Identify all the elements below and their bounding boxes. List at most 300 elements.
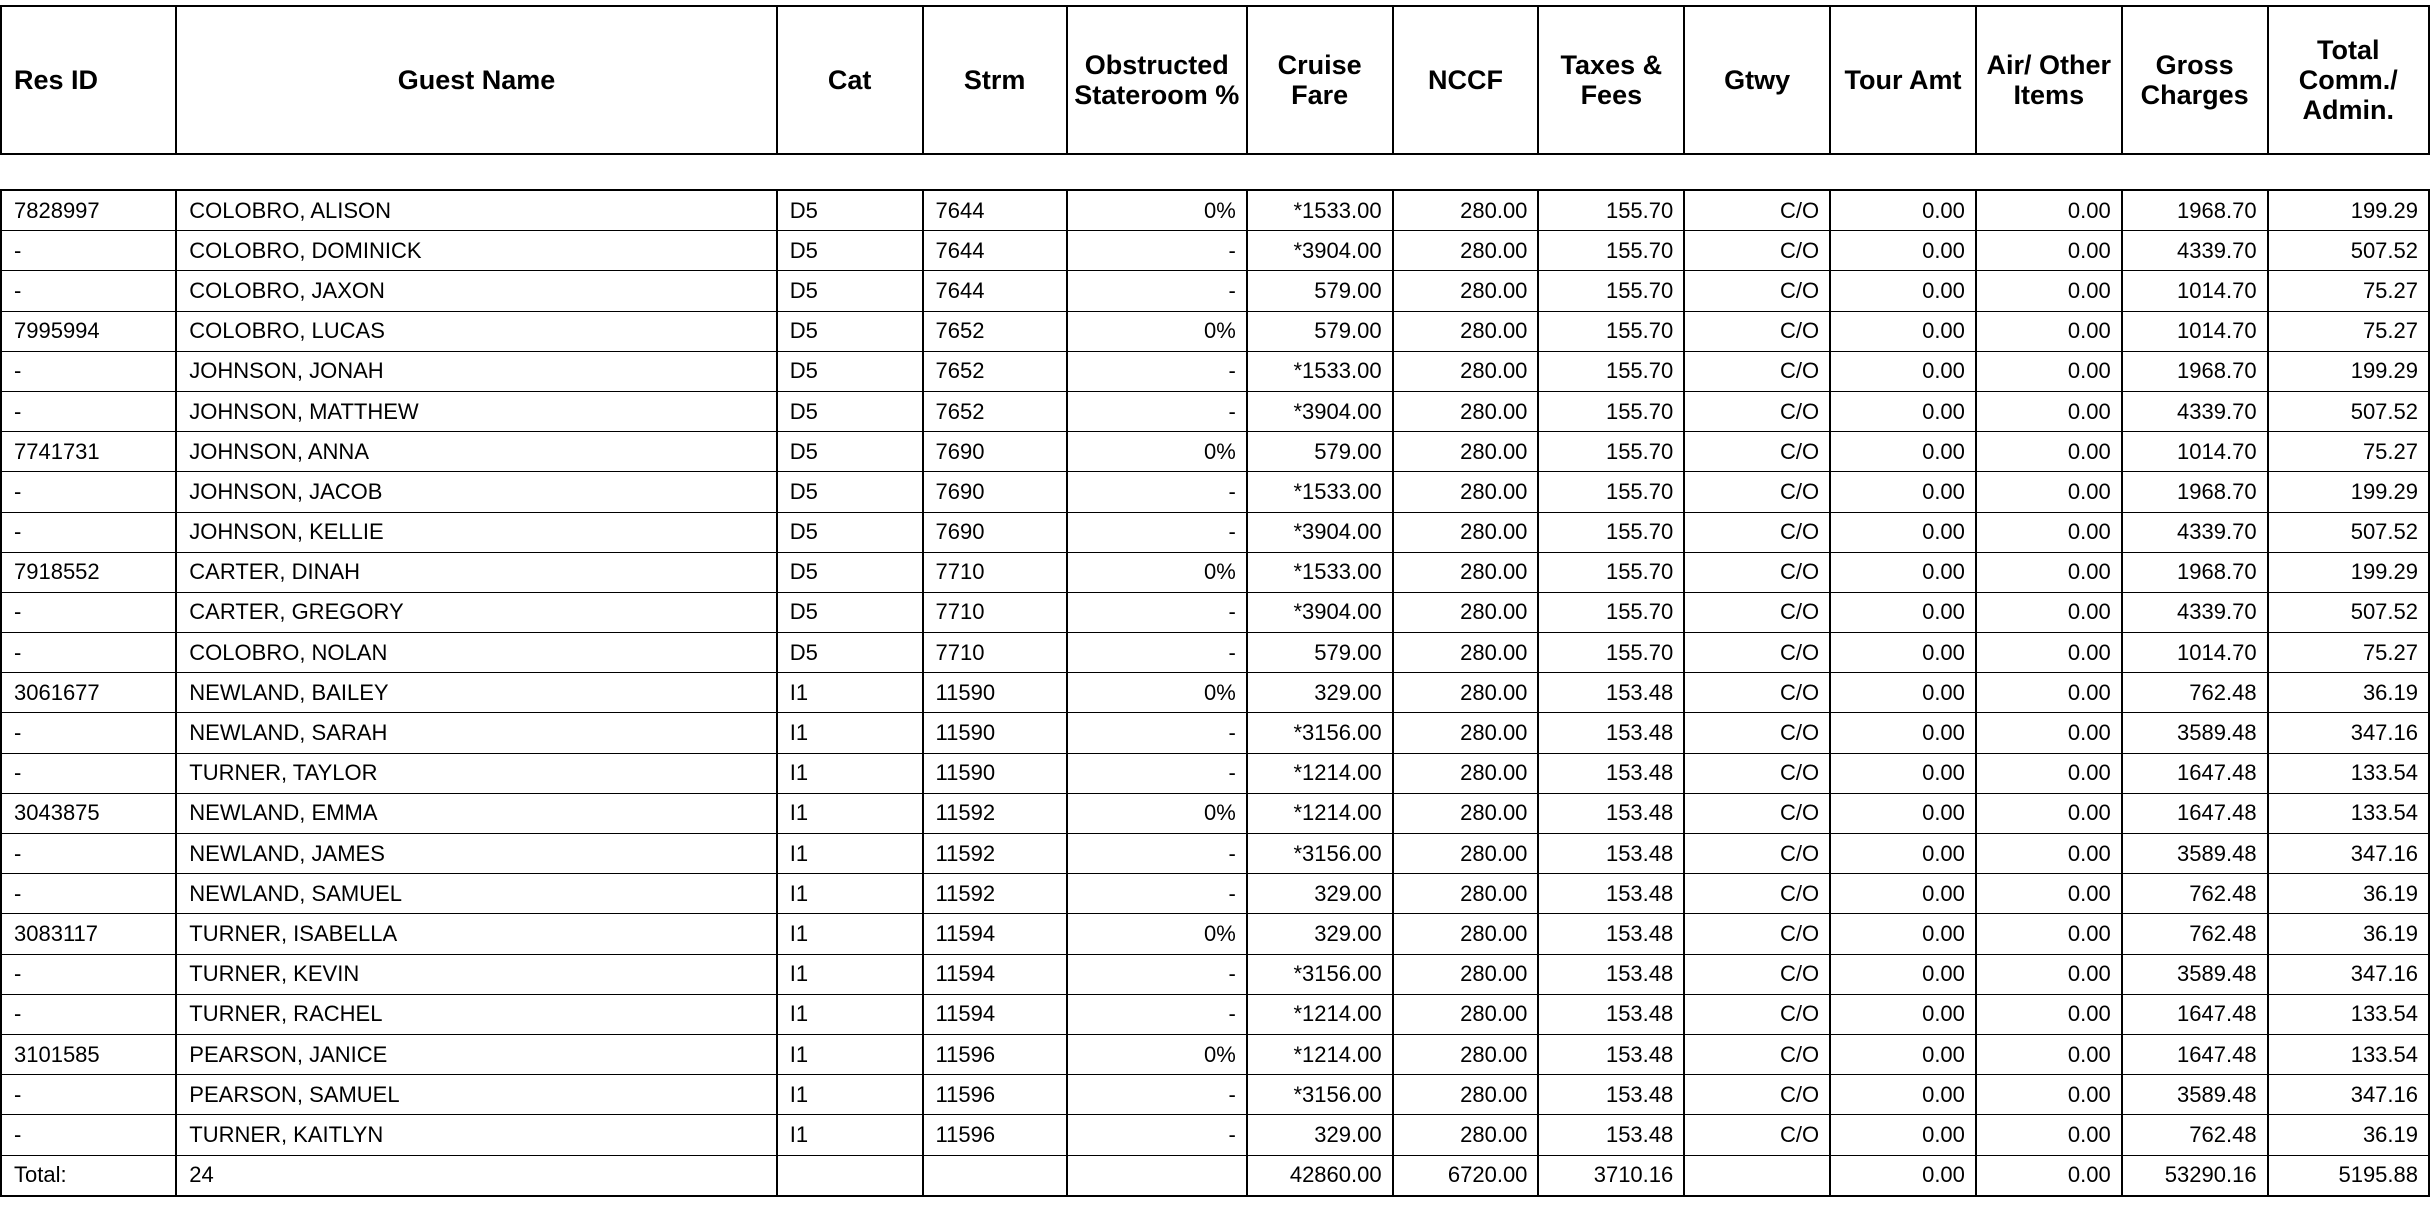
cell-taxes-fees: 155.70 (1538, 391, 1684, 431)
total-tour-amt: 0.00 (1830, 1155, 1976, 1196)
cell-nccf: 280.00 (1393, 231, 1539, 271)
table-row (1, 271, 2429, 311)
cell-gross-charges: 1968.70 (2122, 552, 2268, 592)
cell-nccf: 280.00 (1393, 793, 1539, 833)
cell-gtwy: C/O (1684, 472, 1830, 512)
cell-res-id: - (1, 954, 176, 994)
cell-obstructed: - (1067, 633, 1247, 673)
cell-strm: 11592 (923, 834, 1067, 874)
cell-strm: 11596 (923, 1034, 1067, 1074)
cell-strm: 7644 (923, 231, 1067, 271)
cell-cruise-fare: *3904.00 (1247, 512, 1393, 552)
cell-gross-charges: 3589.48 (2122, 1075, 2268, 1115)
table-row (1, 311, 2429, 351)
cell-strm: 7652 (923, 391, 1067, 431)
cell-gross-charges: 3589.48 (2122, 954, 2268, 994)
cell-total-comm: 199.29 (2268, 552, 2429, 592)
table-row (1, 1075, 2429, 1115)
cell-gtwy: C/O (1684, 954, 1830, 994)
cell-obstructed: 0% (1067, 552, 1247, 592)
cell-nccf: 280.00 (1393, 1115, 1539, 1155)
cell-strm: 7652 (923, 351, 1067, 391)
cell-gross-charges: 1647.48 (2122, 753, 2268, 793)
cell-taxes-fees: 153.48 (1538, 834, 1684, 874)
cell-taxes-fees: 155.70 (1538, 633, 1684, 673)
cell-obstructed: - (1067, 834, 1247, 874)
cell-obstructed: - (1067, 391, 1247, 431)
table-row (1, 834, 2429, 874)
table-row (1, 391, 2429, 431)
cell-taxes-fees: 153.48 (1538, 1115, 1684, 1155)
cell-guest-name: JOHNSON, KELLIE (176, 512, 776, 552)
column-header-guest-name: Guest Name (176, 6, 776, 154)
table-row (1, 793, 2429, 833)
cell-tour-amt: 0.00 (1830, 271, 1976, 311)
cell-obstructed: - (1067, 753, 1247, 793)
cell-strm: 7652 (923, 311, 1067, 351)
cell-gtwy: C/O (1684, 793, 1830, 833)
column-header-obstructed: Obstructed Stateroom % (1067, 6, 1247, 154)
cell-tour-amt: 0.00 (1830, 673, 1976, 713)
cell-gross-charges: 4339.70 (2122, 592, 2268, 632)
cell-gtwy: C/O (1684, 1075, 1830, 1115)
cell-obstructed: - (1067, 1075, 1247, 1115)
cell-cruise-fare: *1214.00 (1247, 753, 1393, 793)
cell-res-id: 7741731 (1, 432, 176, 472)
cell-guest-name: NEWLAND, EMMA (176, 793, 776, 833)
cell-guest-name: TURNER, RACHEL (176, 994, 776, 1034)
cell-cruise-fare: *3156.00 (1247, 713, 1393, 753)
cell-gross-charges: 1014.70 (2122, 271, 2268, 311)
cell-air-other: 0.00 (1976, 432, 2122, 472)
cell-total-comm: 75.27 (2268, 432, 2429, 472)
cell-cat: D5 (777, 552, 923, 592)
cell-res-id: 3043875 (1, 793, 176, 833)
cell-gross-charges: 1968.70 (2122, 472, 2268, 512)
total-cruise-fare: 42860.00 (1247, 1155, 1393, 1196)
cell-air-other: 0.00 (1976, 1075, 2122, 1115)
cell-gross-charges: 762.48 (2122, 914, 2268, 954)
cell-guest-name: TURNER, TAYLOR (176, 753, 776, 793)
cell-nccf: 280.00 (1393, 954, 1539, 994)
cell-cat: I1 (777, 1115, 923, 1155)
cell-obstructed: - (1067, 351, 1247, 391)
cell-obstructed: 0% (1067, 793, 1247, 833)
cell-taxes-fees: 155.70 (1538, 311, 1684, 351)
cell-air-other: 0.00 (1976, 713, 2122, 753)
column-header-res-id: Res ID (1, 6, 176, 154)
cell-gross-charges: 3589.48 (2122, 713, 2268, 753)
cell-guest-name: TURNER, KEVIN (176, 954, 776, 994)
cell-gtwy: C/O (1684, 834, 1830, 874)
cell-total-comm: 199.29 (2268, 472, 2429, 512)
cell-total-comm: 36.19 (2268, 1115, 2429, 1155)
cell-air-other: 0.00 (1976, 472, 2122, 512)
cell-gtwy: C/O (1684, 914, 1830, 954)
cell-nccf: 280.00 (1393, 1034, 1539, 1074)
cell-gtwy: C/O (1684, 190, 1830, 231)
cell-taxes-fees: 155.70 (1538, 190, 1684, 231)
cell-gtwy: C/O (1684, 753, 1830, 793)
cell-nccf: 280.00 (1393, 1075, 1539, 1115)
cell-res-id: - (1, 1075, 176, 1115)
cell-total-comm: 347.16 (2268, 713, 2429, 753)
table-row (1, 351, 2429, 391)
table-row (1, 994, 2429, 1034)
cell-res-id: - (1, 231, 176, 271)
column-header-air-other: Air/ Other Items (1976, 6, 2122, 154)
cell-obstructed: - (1067, 1115, 1247, 1155)
table-row (1, 552, 2429, 592)
table-body (1, 190, 2429, 1196)
cell-cruise-fare: *3904.00 (1247, 231, 1393, 271)
cell-gtwy: C/O (1684, 1115, 1830, 1155)
cell-cat: I1 (777, 753, 923, 793)
cell-taxes-fees: 155.70 (1538, 512, 1684, 552)
column-header-gtwy: Gtwy (1684, 6, 1830, 154)
cell-cruise-fare: 329.00 (1247, 673, 1393, 713)
cell-res-id: - (1, 834, 176, 874)
cell-taxes-fees: 153.48 (1538, 753, 1684, 793)
cell-total-comm: 347.16 (2268, 1075, 2429, 1115)
cell-cat: D5 (777, 231, 923, 271)
cell-obstructed: - (1067, 512, 1247, 552)
cell-res-id: 3083117 (1, 914, 176, 954)
table-row (1, 592, 2429, 632)
cell-tour-amt: 0.00 (1830, 994, 1976, 1034)
cell-tour-amt: 0.00 (1830, 834, 1976, 874)
cell-guest-name: JOHNSON, MATTHEW (176, 391, 776, 431)
cell-guest-name: JOHNSON, ANNA (176, 432, 776, 472)
cell-cat: D5 (777, 351, 923, 391)
cell-guest-name: CARTER, GREGORY (176, 592, 776, 632)
cell-cruise-fare: *1533.00 (1247, 552, 1393, 592)
cell-tour-amt: 0.00 (1830, 391, 1976, 431)
cell-tour-amt: 0.00 (1830, 793, 1976, 833)
cell-cruise-fare: *3156.00 (1247, 954, 1393, 994)
cell-total-comm: 133.54 (2268, 994, 2429, 1034)
cell-cruise-fare: *3156.00 (1247, 834, 1393, 874)
cell-nccf: 280.00 (1393, 994, 1539, 1034)
cell-res-id: - (1, 713, 176, 753)
cell-cruise-fare: *1533.00 (1247, 472, 1393, 512)
cell-total-comm: 507.52 (2268, 512, 2429, 552)
cell-res-id: 7828997 (1, 190, 176, 231)
cell-total-comm: 75.27 (2268, 311, 2429, 351)
cell-gtwy: C/O (1684, 1034, 1830, 1074)
cell-res-id: - (1, 271, 176, 311)
cell-air-other: 0.00 (1976, 673, 2122, 713)
column-header-tour-amt: Tour Amt (1830, 6, 1976, 154)
cell-cruise-fare: *3904.00 (1247, 391, 1393, 431)
cell-total-comm: 36.19 (2268, 874, 2429, 914)
cell-air-other: 0.00 (1976, 1034, 2122, 1074)
cell-obstructed: - (1067, 713, 1247, 753)
cell-gross-charges: 1968.70 (2122, 190, 2268, 231)
cell-res-id: - (1, 753, 176, 793)
cell-obstructed: 0% (1067, 1034, 1247, 1074)
cell-gtwy: C/O (1684, 271, 1830, 311)
cell-air-other: 0.00 (1976, 874, 2122, 914)
column-header-cruise-fare: Cruise Fare (1247, 6, 1393, 154)
column-header-total-comm: Total Comm./ Admin. (2268, 6, 2429, 154)
cell-taxes-fees: 153.48 (1538, 793, 1684, 833)
cell-taxes-fees: 153.48 (1538, 1075, 1684, 1115)
cell-strm: 7710 (923, 592, 1067, 632)
cell-strm: 7690 (923, 512, 1067, 552)
cell-cat: I1 (777, 1034, 923, 1074)
cell-cruise-fare: 579.00 (1247, 633, 1393, 673)
cell-res-id: - (1, 351, 176, 391)
cell-cruise-fare: 579.00 (1247, 311, 1393, 351)
cell-nccf: 280.00 (1393, 834, 1539, 874)
cell-air-other: 0.00 (1976, 753, 2122, 793)
cell-nccf: 280.00 (1393, 552, 1539, 592)
cell-cat: D5 (777, 472, 923, 512)
cell-cat: I1 (777, 793, 923, 833)
cell-res-id: - (1, 994, 176, 1034)
cell-air-other: 0.00 (1976, 994, 2122, 1034)
cell-gross-charges: 1014.70 (2122, 311, 2268, 351)
cell-tour-amt: 0.00 (1830, 1115, 1976, 1155)
cell-air-other: 0.00 (1976, 552, 2122, 592)
cell-cat: D5 (777, 592, 923, 632)
cell-nccf: 280.00 (1393, 914, 1539, 954)
cell-gtwy: C/O (1684, 512, 1830, 552)
total-strm (923, 1155, 1067, 1196)
cell-cat: I1 (777, 914, 923, 954)
cell-cat: I1 (777, 1075, 923, 1115)
cell-strm: 11596 (923, 1115, 1067, 1155)
cell-gtwy: C/O (1684, 552, 1830, 592)
cell-res-id: - (1, 592, 176, 632)
cell-strm: 11590 (923, 753, 1067, 793)
column-header-cat: Cat (777, 6, 923, 154)
cell-strm: 7644 (923, 271, 1067, 311)
cell-tour-amt: 0.00 (1830, 311, 1976, 351)
cell-cat: I1 (777, 874, 923, 914)
cell-total-comm: 36.19 (2268, 914, 2429, 954)
cell-cat: D5 (777, 633, 923, 673)
cell-air-other: 0.00 (1976, 231, 2122, 271)
cell-taxes-fees: 155.70 (1538, 592, 1684, 632)
table-row (1, 1034, 2429, 1074)
cell-guest-name: COLOBRO, DOMINICK (176, 231, 776, 271)
table-row (1, 753, 2429, 793)
total-cat (777, 1155, 923, 1196)
cell-res-id: - (1, 874, 176, 914)
header-table (0, 5, 2430, 155)
cell-cat: D5 (777, 190, 923, 231)
cell-guest-name: NEWLAND, SAMUEL (176, 874, 776, 914)
cell-cat: I1 (777, 834, 923, 874)
cell-tour-amt: 0.00 (1830, 914, 1976, 954)
cell-guest-name: CARTER, DINAH (176, 552, 776, 592)
cell-cat: I1 (777, 994, 923, 1034)
column-header-taxes-fees: Taxes & Fees (1538, 6, 1684, 154)
cell-strm: 11592 (923, 793, 1067, 833)
cell-taxes-fees: 155.70 (1538, 231, 1684, 271)
cell-obstructed: 0% (1067, 432, 1247, 472)
total-obstructed (1067, 1155, 1247, 1196)
cell-gross-charges: 1014.70 (2122, 633, 2268, 673)
cell-cruise-fare: *1214.00 (1247, 1034, 1393, 1074)
cell-gross-charges: 1647.48 (2122, 793, 2268, 833)
total-air-other: 0.00 (1976, 1155, 2122, 1196)
cell-nccf: 280.00 (1393, 512, 1539, 552)
cell-gross-charges: 4339.70 (2122, 391, 2268, 431)
cell-guest-name: TURNER, ISABELLA (176, 914, 776, 954)
cell-air-other: 0.00 (1976, 271, 2122, 311)
cell-gtwy: C/O (1684, 633, 1830, 673)
cell-cruise-fare: 329.00 (1247, 874, 1393, 914)
cell-guest-name: TURNER, KAITLYN (176, 1115, 776, 1155)
cell-nccf: 280.00 (1393, 190, 1539, 231)
cell-cat: I1 (777, 954, 923, 994)
cell-tour-amt: 0.00 (1830, 512, 1976, 552)
cell-gtwy: C/O (1684, 391, 1830, 431)
cell-strm: 11592 (923, 874, 1067, 914)
cell-air-other: 0.00 (1976, 311, 2122, 351)
cell-obstructed: - (1067, 994, 1247, 1034)
cell-guest-name: PEARSON, JANICE (176, 1034, 776, 1074)
cell-air-other: 0.00 (1976, 512, 2122, 552)
cell-tour-amt: 0.00 (1830, 472, 1976, 512)
cell-air-other: 0.00 (1976, 834, 2122, 874)
table-row (1, 1115, 2429, 1155)
total-gtwy (1684, 1155, 1830, 1196)
cell-strm: 11594 (923, 994, 1067, 1034)
cell-obstructed: - (1067, 231, 1247, 271)
cell-cruise-fare: 329.00 (1247, 1115, 1393, 1155)
cell-guest-name: NEWLAND, SARAH (176, 713, 776, 753)
cell-cruise-fare: *1533.00 (1247, 190, 1393, 231)
cell-obstructed: 0% (1067, 673, 1247, 713)
cell-gross-charges: 1647.48 (2122, 994, 2268, 1034)
cell-gross-charges: 762.48 (2122, 874, 2268, 914)
cell-air-other: 0.00 (1976, 633, 2122, 673)
cell-gross-charges: 762.48 (2122, 1115, 2268, 1155)
cell-taxes-fees: 155.70 (1538, 271, 1684, 311)
cell-nccf: 280.00 (1393, 432, 1539, 472)
cell-cruise-fare: 579.00 (1247, 432, 1393, 472)
column-header-strm: Strm (923, 6, 1067, 154)
cell-air-other: 0.00 (1976, 592, 2122, 632)
cell-taxes-fees: 153.48 (1538, 1034, 1684, 1074)
cell-guest-name: COLOBRO, NOLAN (176, 633, 776, 673)
table-row (1, 673, 2429, 713)
cell-taxes-fees: 155.70 (1538, 432, 1684, 472)
cell-nccf: 280.00 (1393, 351, 1539, 391)
cell-taxes-fees: 153.48 (1538, 673, 1684, 713)
cell-total-comm: 75.27 (2268, 271, 2429, 311)
cell-total-comm: 199.29 (2268, 190, 2429, 231)
cell-gross-charges: 1014.70 (2122, 432, 2268, 472)
cell-total-comm: 507.52 (2268, 391, 2429, 431)
cell-tour-amt: 0.00 (1830, 1034, 1976, 1074)
cell-res-id: 7918552 (1, 552, 176, 592)
cell-cat: D5 (777, 512, 923, 552)
cell-gtwy: C/O (1684, 231, 1830, 271)
table-row (1, 432, 2429, 472)
cell-res-id: - (1, 1115, 176, 1155)
total-total-comm: 5195.88 (2268, 1155, 2429, 1196)
cell-strm: 7690 (923, 432, 1067, 472)
cell-gtwy: C/O (1684, 311, 1830, 351)
cell-gross-charges: 4339.70 (2122, 231, 2268, 271)
cell-tour-amt: 0.00 (1830, 874, 1976, 914)
cell-strm: 11596 (923, 1075, 1067, 1115)
cell-nccf: 280.00 (1393, 311, 1539, 351)
total-gross-charges: 53290.16 (2122, 1155, 2268, 1196)
cell-tour-amt: 0.00 (1830, 633, 1976, 673)
cell-strm: 7644 (923, 190, 1067, 231)
cell-taxes-fees: 155.70 (1538, 351, 1684, 391)
cell-taxes-fees: 153.48 (1538, 954, 1684, 994)
cell-obstructed: - (1067, 874, 1247, 914)
cell-air-other: 0.00 (1976, 1115, 2122, 1155)
column-header-gross-charges: Gross Charges (2122, 6, 2268, 154)
cell-tour-amt: 0.00 (1830, 753, 1976, 793)
cell-guest-name: COLOBRO, ALISON (176, 190, 776, 231)
cell-obstructed: 0% (1067, 914, 1247, 954)
cell-cat: I1 (777, 673, 923, 713)
cell-guest-name: NEWLAND, BAILEY (176, 673, 776, 713)
cell-gtwy: C/O (1684, 351, 1830, 391)
cell-air-other: 0.00 (1976, 391, 2122, 431)
cell-nccf: 280.00 (1393, 753, 1539, 793)
table-row (1, 874, 2429, 914)
cell-res-id: 7995994 (1, 311, 176, 351)
cell-obstructed: - (1067, 271, 1247, 311)
cell-strm: 11594 (923, 954, 1067, 994)
cell-cruise-fare: *1214.00 (1247, 994, 1393, 1034)
cell-total-comm: 133.54 (2268, 793, 2429, 833)
header-row (1, 6, 2429, 154)
cell-cruise-fare: 579.00 (1247, 271, 1393, 311)
cell-strm: 11590 (923, 713, 1067, 753)
total-nccf: 6720.00 (1393, 1155, 1539, 1196)
cell-gtwy: C/O (1684, 432, 1830, 472)
cell-nccf: 280.00 (1393, 472, 1539, 512)
cell-tour-amt: 0.00 (1830, 1075, 1976, 1115)
cell-cat: D5 (777, 391, 923, 431)
cell-res-id: 3061677 (1, 673, 176, 713)
cell-gross-charges: 3589.48 (2122, 834, 2268, 874)
cell-guest-name: PEARSON, SAMUEL (176, 1075, 776, 1115)
table-row (1, 914, 2429, 954)
cell-cat: I1 (777, 713, 923, 753)
cell-tour-amt: 0.00 (1830, 432, 1976, 472)
cell-res-id: 3101585 (1, 1034, 176, 1074)
table-row (1, 954, 2429, 994)
cell-taxes-fees: 153.48 (1538, 914, 1684, 954)
cell-strm: 7710 (923, 633, 1067, 673)
table-row (1, 633, 2429, 673)
cell-obstructed: 0% (1067, 190, 1247, 231)
cell-total-comm: 347.16 (2268, 834, 2429, 874)
cell-total-comm: 199.29 (2268, 351, 2429, 391)
cell-gross-charges: 762.48 (2122, 673, 2268, 713)
table-row (1, 231, 2429, 271)
cell-nccf: 280.00 (1393, 673, 1539, 713)
cell-gtwy: C/O (1684, 673, 1830, 713)
cell-gtwy: C/O (1684, 713, 1830, 753)
table-row (1, 512, 2429, 552)
cell-cruise-fare: *1214.00 (1247, 793, 1393, 833)
cell-res-id: - (1, 391, 176, 431)
table-row (1, 472, 2429, 512)
